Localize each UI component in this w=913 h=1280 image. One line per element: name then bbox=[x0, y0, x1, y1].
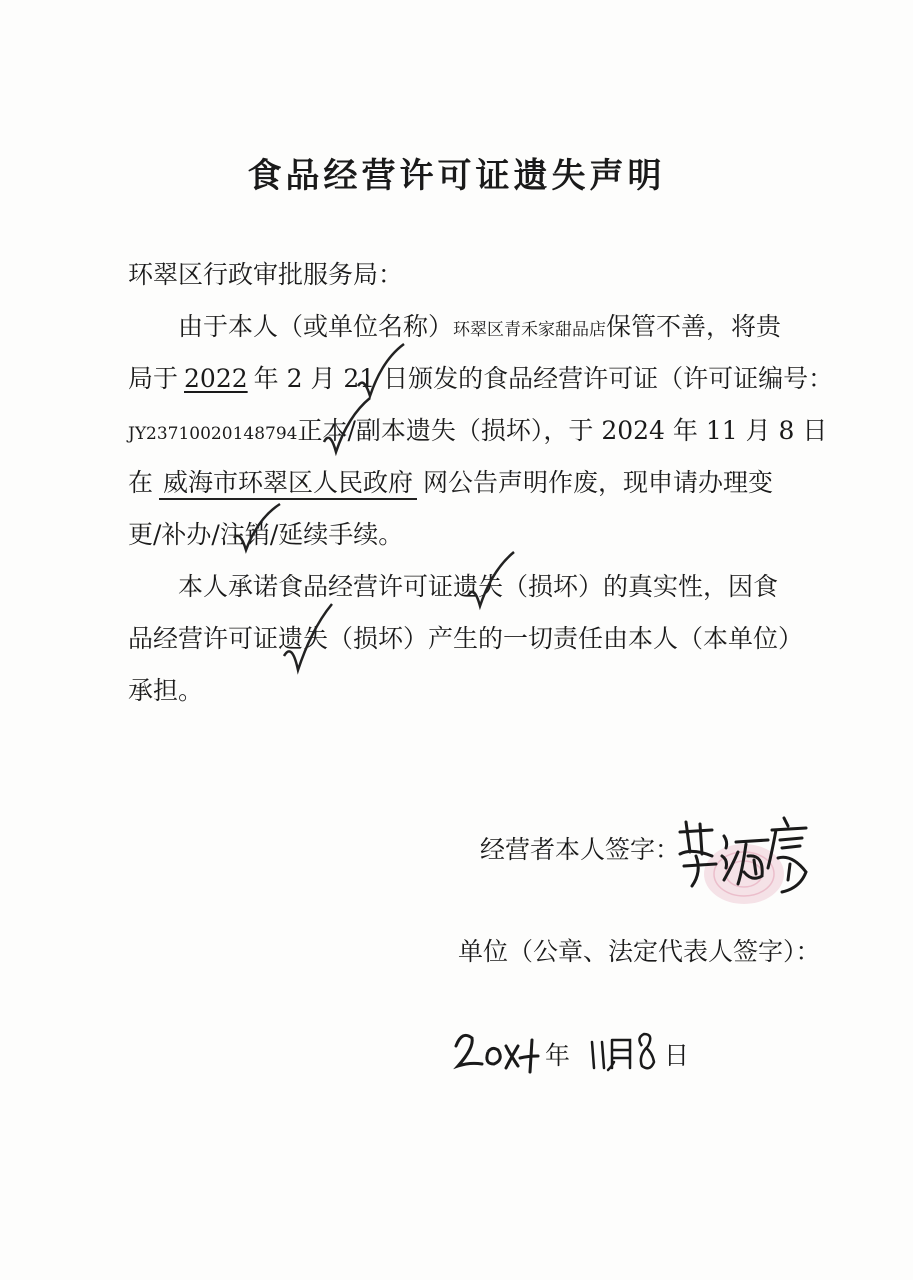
para2-line2: 品经营许可证遗失（损坏）产生的一切责任由本人（本单位） bbox=[128, 624, 804, 653]
year-char: 年 bbox=[545, 1041, 571, 1070]
para1-line3: JY23710020148794正本/副本遗失（损坏），于 2024 年 11 月 8 日 bbox=[128, 416, 828, 445]
checkmark-icon bbox=[230, 500, 290, 560]
checkmark-icon bbox=[462, 548, 522, 618]
signature-label: 经营者本人签字： bbox=[480, 835, 681, 864]
handwritten-signature bbox=[672, 812, 812, 902]
para1-line5: 更/补办/注销/延续手续。 bbox=[128, 520, 404, 549]
checkmark-icon bbox=[318, 392, 378, 462]
handwritten-month-day bbox=[586, 1026, 666, 1078]
para2-line1: 本人承诺食品经营许可证遗失（损坏）的真实性，因食 bbox=[178, 572, 779, 601]
para1-line1: 由于本人（或单位名称）环翠区青禾家甜品店保管不善，将贵 bbox=[178, 312, 782, 341]
checkmark-icon bbox=[280, 600, 340, 680]
para2-line3: 承担。 bbox=[128, 676, 204, 705]
addressee: 环翠区行政审批服务局： bbox=[128, 260, 404, 289]
document-title: 食品经营许可证遗失声明 bbox=[247, 156, 666, 196]
para1-line4: 在 威海市环翠区人民政府 网公告声明作废，现申请办理变 bbox=[128, 466, 773, 500]
para1-line2: 局于 2022 年 2 月 21 日颁发的食品经营许可证（许可证编号： bbox=[128, 364, 834, 393]
handwritten-year bbox=[452, 1026, 544, 1078]
license-number: JY23710020148794 bbox=[128, 424, 298, 444]
unit-seal-label: 单位（公章、法定代表人签字）： bbox=[458, 937, 821, 966]
publish-place: 威海市环翠区人民政府 bbox=[159, 468, 417, 500]
issue-year: 2022 bbox=[184, 364, 248, 393]
unit-name: 环翠区青禾家甜品店 bbox=[453, 320, 607, 340]
day-char: 日 bbox=[664, 1041, 690, 1070]
